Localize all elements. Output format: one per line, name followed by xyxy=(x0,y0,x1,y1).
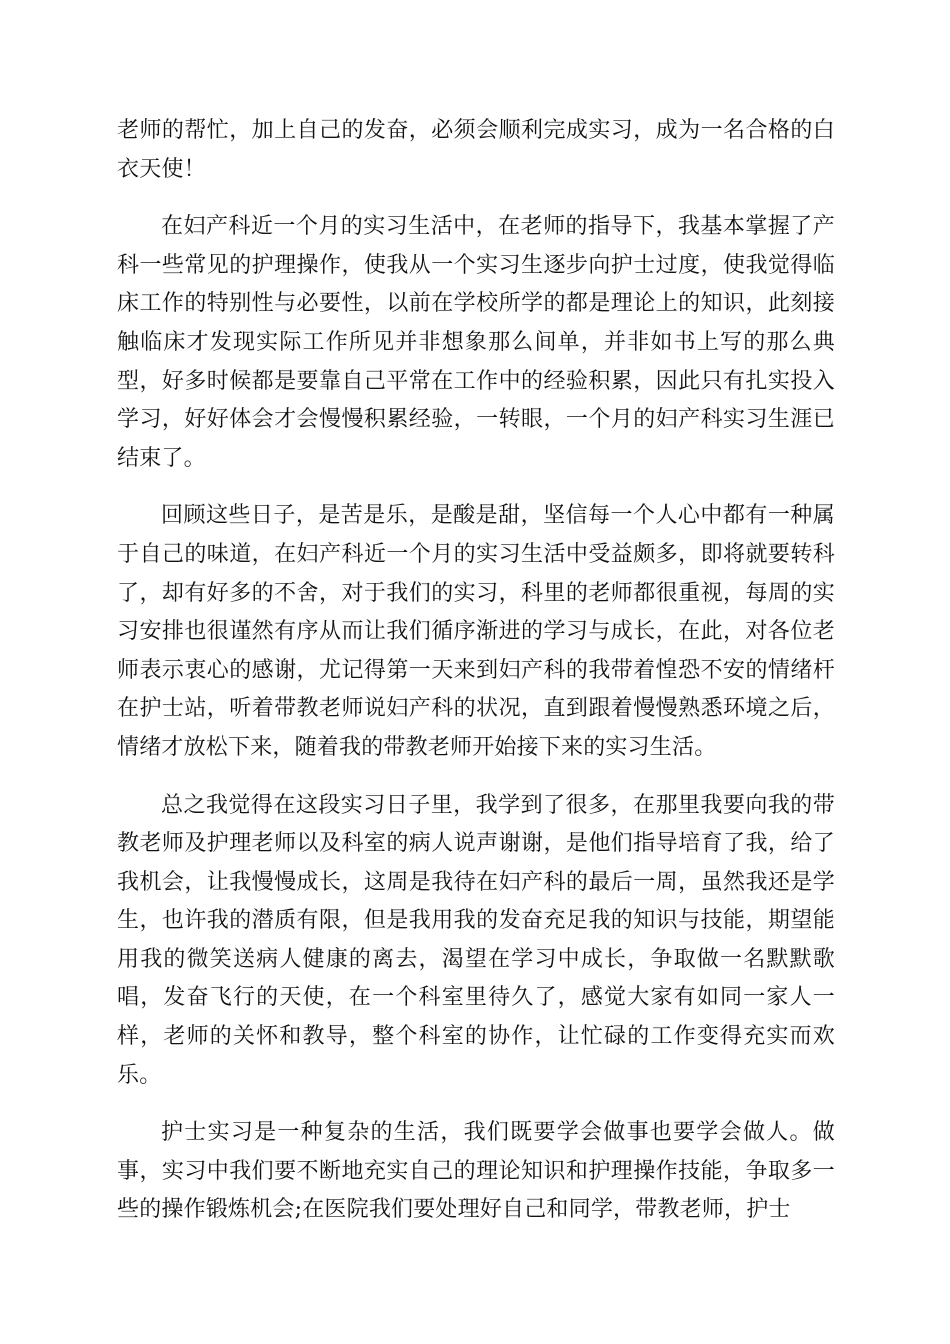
paragraph-obstetrics-internship: 在妇产科近一个月的实习生活中，在老师的指导下，我基本掌握了产科一些常见的护理操作，使我从一个实习生逐步向护士过度，使我觉得临床工作的特别性与必要性，以前在学校所学的都是理论上的知识，此刻接触临床才发现实际工作所见并非想象那么间单，并非如书上写的那么典型，好多时候都是要靠自己平常在工作中的经验积累，因此只有扎实投入学习，好好体会才会慢慢积累经验，一转眼，一个月的妇产科实习生涯已结束了。 xyxy=(117,214,835,471)
paragraph-continuation: 老师的帮忙，加上自己的发奋，必须会顺利完成实习，成为一名合格的白衣天使！ xyxy=(117,118,835,182)
document-body xyxy=(117,112,835,1230)
paragraph-looking-back: 回顾这些日子，是苦是乐，是酸是甜，坚信每一个人心中都有一种属于自己的味道，在妇产科近一个月的实习生活中受益颇多，即将就要转科了，却有好多的不舍，对于我们的实习，科里的老师都很重视，每周的实习安排也很谨然有序从而让我们循序渐进的学习与成长，在此，对各位老师表示衷心的感谢，尤记得第一天来到妇产科的我带着惶恐不安的情绪杆在护士站，听着带教老师说妇产科的状况，直到跟着慢慢熟悉环境之后，情绪才放松下来，随着我的带教老师开始接下来的实习生活。 xyxy=(117,503,835,760)
paragraph-summary: 总之我觉得在这段实习日子里，我学到了很多，在那里我要向我的带教老师及护理老师以及科室的病人说声谢谢，是他们指导培育了我，给了我机会，让我慢慢成长，这周是我待在妇产科的最后一周，虽然我还是学生，也许我的潜质有限，但是我用我的发奋充足我的知识与技能，期望能用我的微笑送病人健康的离去，渴望在学习中成长，争取做一名默默歌唱，发奋飞行的天使，在一个科室里待久了，感觉大家有如同一家人一样，老师的关怀和教导，整个科室的协作，让忙碌的工作变得充实而欢乐。 xyxy=(117,792,835,1088)
paragraph-nursing-practice: 护士实习是一种复杂的生活，我们既要学会做事也要学会做人。做事，实习中我们要不断地充实自己的理论知识和护理操作技能，争取多一些的操作锻炼机会;在医院我们要处理好自己和同学，带教老师，护士 xyxy=(117,1120,835,1223)
